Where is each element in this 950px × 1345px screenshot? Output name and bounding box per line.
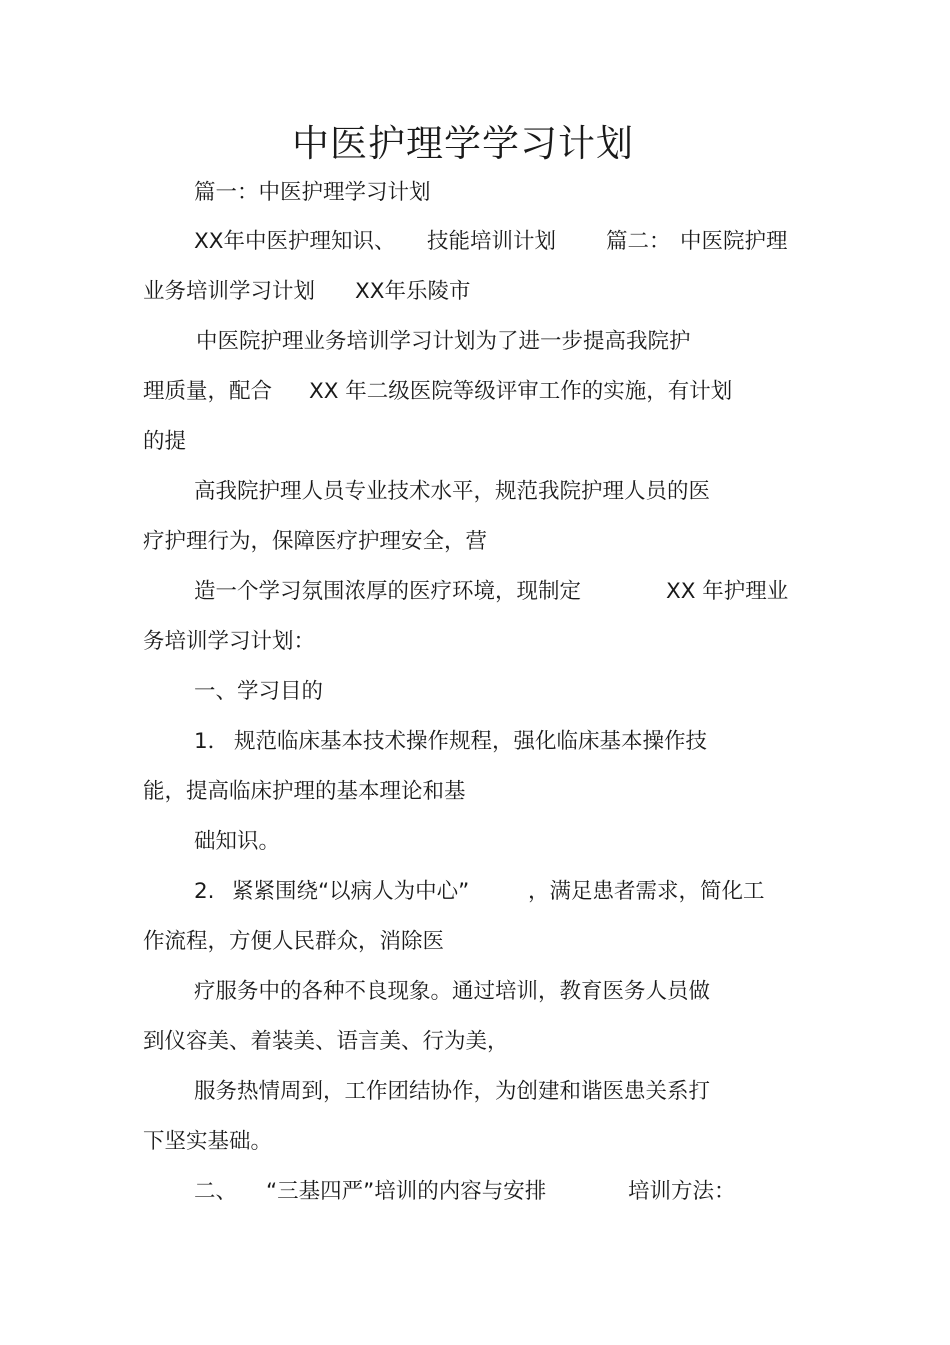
text-line: 篇一：中医护理学习计划 [194, 180, 431, 205]
text-line: 作流程，方便人民群众，消除医 [143, 929, 445, 954]
text-segment: 紧紧围绕“以病人为中心” [232, 879, 470, 904]
document-title: 中医护理学学习计划 [292, 122, 634, 165]
text-line: 疗护理行为，保障医疗护理安全，营 [143, 529, 488, 554]
text-segment: XX 年二级医院等级评审工作的实施，有计划 [309, 379, 733, 404]
text-segment: 规范临床基本技术操作规程，强化临床基本操作技 [234, 729, 708, 754]
text-line: 能，提高临床护理的基本理论和基 [143, 779, 466, 804]
list-number: 2. [194, 879, 215, 904]
text-segment: 造一个学习氛围浓厚的医疗环境，现制定 [194, 579, 582, 604]
text-segment: 理质量，配合 [143, 379, 273, 404]
text-segment: 培训方法： [628, 1179, 736, 1204]
text-segment: XX年乐陵市 [355, 279, 471, 304]
section-heading [194, 1177, 754, 1207]
text-line [143, 277, 543, 307]
text-segment: XX 年护理业 [666, 579, 789, 604]
text-line: 疗服务中的各种不良现象。通过培训，教育医务人员做 [194, 979, 711, 1004]
text-line: 下坚实基础。 [143, 1129, 273, 1154]
text-line: 的提 [143, 429, 187, 454]
text-segment: 业务培训学习计划 [143, 279, 316, 304]
list-number: 1． [194, 729, 230, 754]
text-line [194, 227, 814, 257]
text-segment: 二、 [194, 1179, 238, 1204]
text-segment: 篇二： [606, 229, 671, 254]
text-line: 础知识。 [194, 829, 281, 854]
text-line: 到仪容美、着装美、语言美、行为美， [143, 1029, 509, 1054]
text-line [194, 877, 794, 907]
text-segment: 中医院护理 [680, 229, 788, 254]
text-segment: XX年中医护理知识、 [194, 229, 396, 254]
section-heading: 一、学习目的 [194, 679, 324, 704]
text-line [143, 377, 783, 407]
text-line: 务培训学习计划： [143, 629, 316, 654]
text-line: 高我院护理人员专业技术水平，规范我院护理人员的医 [194, 479, 711, 504]
text-line [194, 577, 814, 607]
text-line: 服务热情周到，工作团结协作，为创建和谐医患关系打 [194, 1079, 711, 1104]
text-segment: 技能培训计划 [427, 229, 557, 254]
text-segment: “三基四严”培训的内容与安排 [266, 1179, 547, 1204]
text-line: 中医院护理业务培训学习计划为了进一步提高我院护 [196, 329, 691, 354]
text-segment: ，满足患者需求，简化工 [528, 879, 765, 904]
text-line [194, 727, 774, 757]
